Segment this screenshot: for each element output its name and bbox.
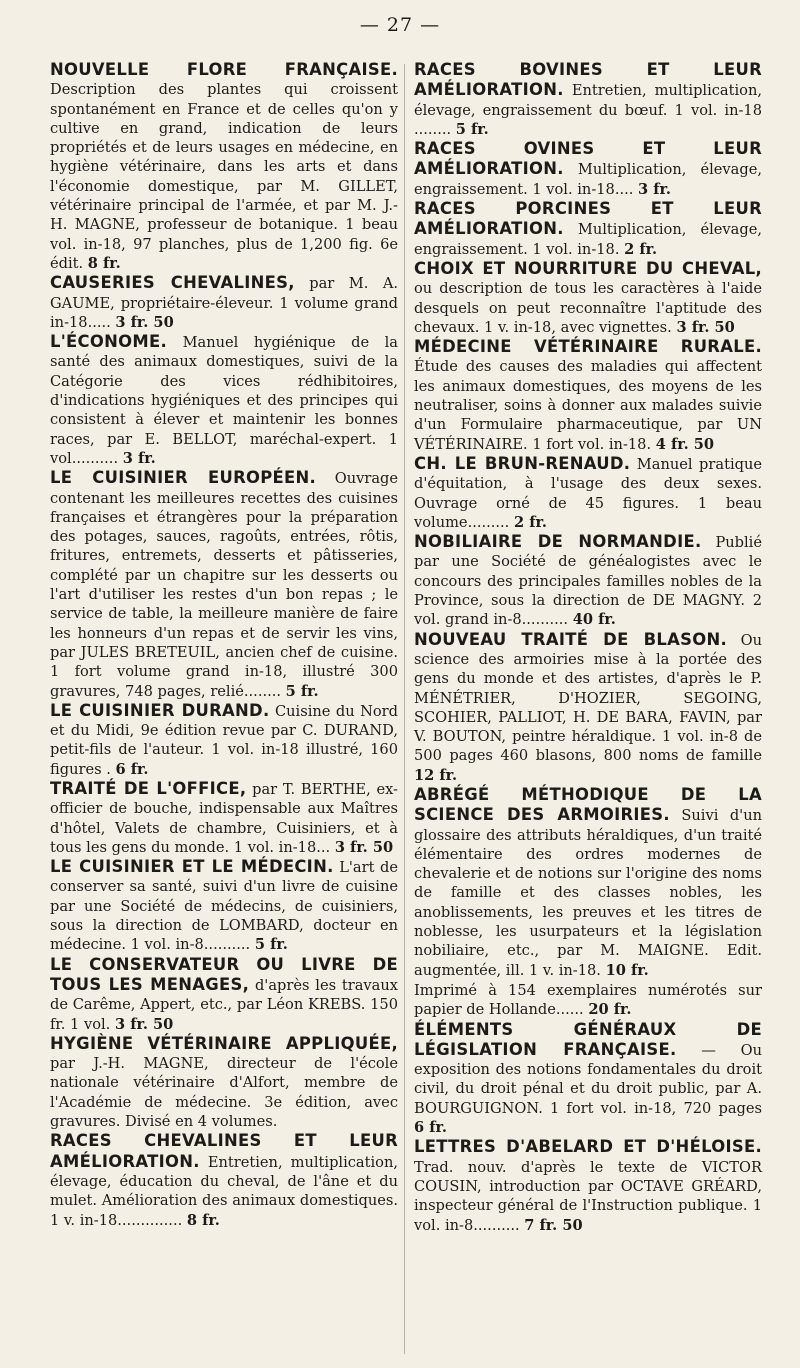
entry-paragraph bbox=[50, 332, 398, 468]
entry-title: RACES PORCINES ET LEUR AMÉLIORATION. bbox=[414, 199, 762, 239]
catalog-entry bbox=[50, 60, 398, 273]
entry-description: Trad. nouv. d'après le texte de VICTOR COUSIN, introduction par OCTAVE GRÉARD, inspecteur général de l'Instruction publique. 1 vol. in-8.......... bbox=[414, 1158, 762, 1234]
catalog-entry bbox=[414, 337, 762, 454]
catalog-entry bbox=[414, 1020, 762, 1138]
entry-title: CHOIX ET NOURRITURE DU CHEVAL, bbox=[414, 258, 762, 278]
entry-paragraph bbox=[414, 454, 762, 532]
entry-paragraph bbox=[414, 199, 762, 259]
entry-title: CH. LE BRUN-RENAUD. bbox=[414, 453, 631, 473]
column-divider bbox=[404, 64, 405, 1354]
entry-title: RACES BOVINES ET LEUR AMÉLIORATION. bbox=[414, 60, 762, 100]
entry-paragraph bbox=[50, 701, 398, 779]
catalog-entry bbox=[414, 980, 762, 1020]
entry-title: LE CUISINIER EUROPÉEN. bbox=[50, 468, 317, 488]
entry-paragraph bbox=[50, 468, 398, 701]
catalog-entry bbox=[414, 532, 762, 629]
catalog-entry bbox=[414, 259, 762, 337]
entry-description: — Ou exposition des notions fondamentales du droit civil, du droit pénal et du droit public, par A. BOURGUIGNON. 1 fort vol. in-18, 720 pages bbox=[414, 1041, 762, 1117]
catalog-entry bbox=[50, 701, 398, 779]
entry-price: 12 fr. bbox=[414, 766, 458, 784]
entry-price: 3 fr. bbox=[122, 449, 156, 467]
catalog-entry bbox=[414, 199, 762, 259]
entry-paragraph bbox=[50, 1034, 398, 1131]
entry-price: 6 fr. bbox=[414, 1119, 447, 1137]
left-column bbox=[50, 60, 398, 1230]
entry-price: 8 fr. bbox=[186, 1211, 220, 1229]
entry-paragraph bbox=[50, 60, 398, 273]
entry-price: 2 fr. bbox=[513, 513, 547, 531]
catalog-entry bbox=[50, 779, 398, 857]
entry-description: d'après les travaux de Carême, Appert, etc., par Léon KREBS. 150 fr. 1 vol. bbox=[50, 976, 399, 1033]
entry-description: Publié par une Société de généalogistes avec le concours des principales familles nobles de la Province, sous la direction de DE MAGNY. 2 vol. grand in-8.......... bbox=[414, 534, 762, 629]
entry-title: RACES CHEVALINES ET LEUR AMÉLIORATION. bbox=[50, 1131, 398, 1171]
catalog-entry bbox=[50, 273, 398, 332]
entry-description: par J.-H. MAGNE, directeur de l'école nationale vétérinaire d'Alfort, membre de l'Académie de médecine. 3e édition, avec gravures. Divisé en 4 volumes. bbox=[50, 1055, 398, 1131]
entry-title: NOUVEAU TRAITÉ DE BLASON. bbox=[414, 629, 727, 649]
entry-title: HYGIÈNE VÉTÉRINAIRE APPLIQUÉE, bbox=[50, 1033, 398, 1053]
entry-price: 10 fr. bbox=[605, 961, 649, 979]
entry-price: 3 fr. 50 bbox=[334, 838, 394, 856]
catalog-entry bbox=[414, 139, 762, 199]
entry-paragraph bbox=[414, 60, 762, 139]
entry-title: TRAITÉ DE L'OFFICE, bbox=[50, 778, 247, 798]
entry-description: ou description de tous les caractères à l'aide desquels on peut reconnaître l'aptitude des chevaux. 1 v. in-18, avec vignettes. bbox=[414, 280, 762, 336]
entry-paragraph bbox=[414, 1020, 762, 1138]
entry-title: LE CUISINIER DURAND. bbox=[50, 700, 270, 720]
entry-description: Suivi d'un glossaire des attributs héraldiques, d'un traité élémentaire des ordres modernes de chevalerie et de notions sur l'origine des noms de famille et des classes nobles, les anoblissements, les preuves et les titres de noblesse, les usurpateurs et la législation nobiliaire, etc., par M. MAIGNE. Edit. augmentée, ill. 1 v. in-18. bbox=[414, 807, 762, 979]
entry-description: Description des plantes qui croissent spontanément en France et de celles qu'on y cultive en grand, indication de leurs propriétés et de leurs usages en médecine, en hygiène vétérinaire, dans les arts et dans l'économie domestique, par M. GILLET, vétérinaire principal de l'armée, et par M. J.-H. MAGNE, professeur de botanique. 1 beau vol. in-18, 97 planches, plus de 1,200 fig. 6e édit. bbox=[50, 81, 398, 272]
entry-paragraph bbox=[414, 980, 762, 1020]
entry-description: Multiplication, élevage, engraissement. 1 vol. in-18.... bbox=[414, 161, 762, 198]
entry-price: 8 fr. bbox=[87, 254, 121, 272]
entry-price: 3 fr. 50 bbox=[676, 318, 735, 336]
entry-title: LETTRES D'ABELARD ET D'HÉLOISE. bbox=[414, 1137, 762, 1157]
entry-price: 20 fr. bbox=[588, 1001, 632, 1019]
catalog-entry bbox=[50, 857, 398, 954]
entry-description: par M. A. GAUME, propriétaire-éleveur. 1 volume grand in-18..... bbox=[50, 275, 399, 331]
entry-title: RACES OVINES ET LEUR AMÉLIORATION. bbox=[414, 139, 762, 179]
entry-title: LE CUISINIER ET LE MÉDECIN. bbox=[50, 857, 334, 877]
entry-description: L'art de conserver sa santé, suivi d'un livre de cuisine par une Société de médecins, de cuisiniers, sous la direction de LOMBARD, docteur en médecine. 1 vol. in-8.......... bbox=[50, 859, 398, 954]
entry-paragraph bbox=[414, 630, 762, 785]
entry-price: 40 fr. bbox=[572, 611, 616, 629]
entry-paragraph bbox=[50, 857, 398, 954]
entry-description: Multiplication, élevage, engraissement. 1 vol. in-18. bbox=[414, 221, 762, 258]
entry-description: Ou science des armoiries mise à la portée des gens du monde et des artistes, d'après le P. MÉNÉTRIER, D'HOZIER, SEGOING, SCOHIER, PALLIOT, H. DE BARA, FAVIN, par V. BOUTON, peintre héraldique. 1 vol. in-8 de 500 pages 460 blasons, 800 noms de famille bbox=[414, 631, 763, 765]
catalog-entry bbox=[50, 468, 398, 701]
entry-price: 5 fr. bbox=[455, 120, 489, 138]
entry-paragraph bbox=[414, 532, 762, 629]
entry-paragraph bbox=[50, 955, 398, 1034]
entry-description: Étude des causes des maladies qui affectent les animaux domestiques, des moyens de les neutraliser, soins à donner aux malades suivie d'un Formulaire pharmaceutique, par UN VÉTÉRINAIRE. 1 fort vol. in-18. bbox=[414, 358, 762, 453]
catalog-entry bbox=[414, 1137, 762, 1234]
entry-description: Entretien, multiplication, élevage, éducation du cheval, de l'âne et du mulet. Amélioration des animaux domestiques. 1 v. in-18.............. bbox=[50, 1153, 398, 1229]
page-number: — 27 — bbox=[359, 14, 441, 36]
catalog-entry bbox=[50, 955, 398, 1034]
entry-price: 7 fr. 50 bbox=[524, 1216, 583, 1234]
right-column bbox=[414, 60, 762, 1235]
entry-description: Imprimé à 154 exemplaires numérotés sur papier de Hollande...... bbox=[414, 981, 762, 1019]
entry-title: ÉLÉMENTS GÉNÉRAUX DE LÉGISLATION FRANÇAISE. bbox=[414, 1019, 762, 1059]
entry-title: MÉDECINE VÉTÉRINAIRE RURALE. bbox=[414, 337, 762, 357]
entry-price: 3 fr. 50 bbox=[115, 313, 174, 331]
entry-price: 5 fr. bbox=[254, 936, 288, 954]
entry-title: NOBILIAIRE DE NORMANDIE. bbox=[414, 532, 702, 552]
entry-title: NOUVELLE FLORE FRANÇAISE. bbox=[50, 60, 398, 79]
entry-description: Cuisine du Nord et du Midi, 9e édition revue par C. DURAND, petit-fils de l'auteur. 1 vol. in-18 illustré, 160 figures . bbox=[50, 702, 398, 778]
entry-paragraph bbox=[414, 139, 762, 199]
entry-paragraph bbox=[50, 1131, 398, 1229]
entry-paragraph bbox=[414, 337, 762, 454]
entry-price: 2 fr. bbox=[624, 240, 658, 258]
catalog-entry bbox=[50, 1131, 398, 1229]
entry-paragraph bbox=[414, 785, 762, 980]
entry-price: 3 fr. bbox=[638, 180, 671, 198]
entry-description: Manuel pratique d'équitation, à l'usage des deux sexes. Ouvrage orné de 45 figures. 1 beau volume......... bbox=[414, 455, 762, 531]
entry-description: Entretien, multiplication, élevage, engraissement du bœuf. 1 vol. in-18 ........ bbox=[414, 82, 762, 138]
entry-paragraph bbox=[50, 273, 398, 332]
entry-title: ABRÉGÉ MÉTHODIQUE DE LA SCIENCE DES ARMOIRIES. bbox=[414, 784, 762, 825]
entry-paragraph bbox=[414, 259, 762, 337]
catalog-entry bbox=[50, 1034, 398, 1131]
catalog-entry bbox=[414, 785, 762, 980]
entry-price: 4 fr. 50 bbox=[655, 435, 715, 453]
entry-description: Manuel hygiénique de la santé des animaux domestiques, suivi de la Catégorie des vices rédhibitoires, d'indications hygiéniques et des principes qui consistent à élever et maintenir les bonnes races, par E. BELLOT, maréchal-expert. 1 vol.......... bbox=[50, 334, 399, 467]
catalog-entry bbox=[414, 454, 762, 532]
entry-title: CAUSERIES CHEVALINES, bbox=[50, 273, 295, 293]
entry-price: 6 fr. bbox=[115, 760, 149, 778]
catalog-entry bbox=[414, 630, 762, 785]
catalog-entry bbox=[50, 332, 398, 468]
entry-price: 5 fr. bbox=[285, 682, 319, 700]
entry-paragraph bbox=[414, 1137, 762, 1234]
entry-title: L'ÉCONOME. bbox=[50, 332, 168, 352]
entry-title: LE CONSERVATEUR OU LIVRE DE TOUS LES MENAGES, bbox=[50, 954, 398, 994]
entry-paragraph bbox=[50, 779, 398, 857]
entry-description: par T. BERTHE, ex-officier de bouche, indispensable aux Maîtres d'hôtel, Valets de chambre, Cuisiniers, et à tous les gens du monde. 1 vol. in-18... bbox=[50, 780, 398, 856]
entry-price: 3 fr. 50 bbox=[114, 1015, 174, 1033]
catalog-entry bbox=[414, 60, 762, 139]
entry-description: Ouvrage contenant les meilleures recettes des cuisines françaises et étrangères pour la préparation des potages, sauces, ragoûts, entrées, rôtis, fritures, entremets, desserts et pâtisseries, complété par un chapitre sur les desserts ou l'art d'utiliser les restes d'un bon repas ; le service de table, la meilleure manière de faire les honneurs d'un repas et de servir les vins, par JULES BRETEUIL, ancien chef de cuisine. 1 fort volume grand in-18, illustré 300 gravures, 748 pages, relié........ bbox=[50, 470, 398, 700]
